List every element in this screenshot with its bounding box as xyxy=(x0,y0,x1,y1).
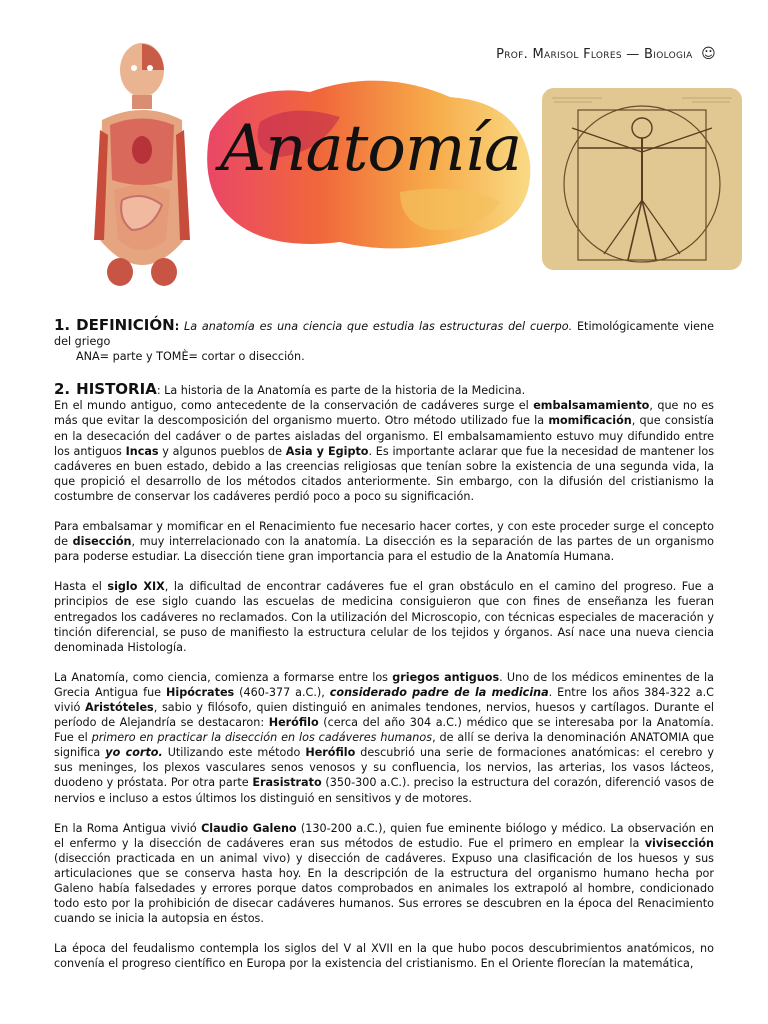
p4-bold: Hipócrates xyxy=(166,685,235,699)
definition-text: La anatomía es una ciencia que estudia las estructuras del cuerpo. xyxy=(179,320,573,333)
paragraph-diseccion xyxy=(54,519,714,564)
p4-bold: Aristóteles xyxy=(84,700,154,714)
p2-bold: disección xyxy=(72,535,132,549)
header xyxy=(0,0,768,310)
vitruvian-man-image xyxy=(542,88,742,270)
etymology-text: Etimológicamente viene del griego xyxy=(54,320,714,349)
p4-bold: Herófilo xyxy=(305,746,356,760)
p1-bold: Incas xyxy=(125,444,159,458)
p2-text: , muy interrelacionado con la anatomía. La disección es la separación de las partes de un organismo para poderse estudiar. La disección tiene gran importancia para el estudio de la Anatomía Humana. xyxy=(54,535,714,564)
p4-bold: Erasistrato xyxy=(252,776,322,790)
p4-text: , sabio y filósofo, quien distinguió en animales tendones, nervios, huesos y cartílagos. Durante el período de Alejandría se destacaron: xyxy=(54,700,714,730)
p3-text: , la dificultad de encontrar cadáveres fue el gran obstáculo en el camino del progreso. Fue a principios de ese siglo cuando las escuelas de medicina consiguieron que con fines de enseñanza les fueran entregados los cadáveres no reclamados. Con la utilización del Microscopio, con técnicas especiales de maceración y tinción diferencial, se puso de manifiesto la estructura celular de los tejidos y órganos. Así nace una nueva ciencia denominada Histología. xyxy=(54,580,714,654)
p1-text: . Es importante aclarar que fue la necesidad de mantener los cadáveres en buen estado, debido a las creencias religiosas que tenían sobre la existencia de una segunda vida, la que propició el desarrollo de los métodos citados anteriormente. Sin embargo, con la difusión del cristianismo la costumbre de conservar los cadáveres perdió poco a poco su significación. xyxy=(54,444,715,503)
p4-bold-italic: considerado padre de la medicina xyxy=(329,685,549,699)
p4-text: . Uno de los médicos eminentes de la Grecia Antigua fue xyxy=(54,670,714,699)
p4-italic: primero en practicar la disección en los cadáveres humanos xyxy=(91,731,433,745)
p1-bold: momificación xyxy=(548,414,632,428)
section-number: 2. xyxy=(54,380,71,399)
paragraph-galeno xyxy=(54,821,714,927)
section-historia xyxy=(54,382,714,504)
p1-bold: Asia y Egipto xyxy=(285,444,369,458)
etymology-line: ANA= parte y TOMÈ= cortar o disección. xyxy=(76,350,305,364)
p5-text: (130-200 a.C.), quien fue eminente biólogo y médico. La observación en el enfermo y la disección de cadáveres eran sus métodos de estudio. Fue el primero en emplear la xyxy=(54,821,714,850)
colon: : xyxy=(174,320,180,333)
document-body xyxy=(54,318,714,986)
section-title: DEFINICIÓN xyxy=(76,316,175,334)
p1-text: En el mundo antiguo, como antecedente de la conservación de cadáveres surge el xyxy=(54,399,534,413)
author-line xyxy=(496,46,716,62)
p5-bold: Claudio Galeno xyxy=(201,821,297,835)
section-title: HISTORIA xyxy=(76,380,157,399)
paragraph-siglo-xix xyxy=(54,579,714,654)
p3-text: Hasta el xyxy=(54,580,108,594)
p1-text: y algunos pueblos de xyxy=(158,444,286,458)
p4-text: (460-377 a.C.), xyxy=(234,685,330,699)
p4-text: , de allí se deriva la denominación ANATOMIA que significa xyxy=(54,731,714,760)
p3-bold: siglo XIX xyxy=(107,580,165,594)
p1-bold: embalsamamiento xyxy=(533,399,650,413)
p4-text: descubrió una serie de formaciones anatómicas: el cerebro y sus meninges, los plexos vasculares senos venosos y su confluencia, los nervios, las arterias, los vasos lácteos, duodeno y próstata. Por otra parte xyxy=(54,746,714,790)
p4-text: . Entre los años 384-322 a.C vivió xyxy=(54,685,714,714)
paragraph-feudalismo xyxy=(54,941,714,971)
anatomy-torso-illustration xyxy=(92,40,192,290)
p5-text: En la Roma Antigua vivió xyxy=(54,821,202,835)
p1-text: , que consistía en la desecación del cadáver o de partes aisladas del organismo. El embalsamamiento estuvo muy difundido entre los antiguos xyxy=(54,414,715,458)
p4-text: Utilizando este método xyxy=(162,746,306,760)
p4-bold: Herófilo xyxy=(268,716,319,730)
p4-bold: griegos antiguos xyxy=(392,670,500,684)
p4-text: La Anatomía, como ciencia, comienza a formarse entre los xyxy=(54,670,393,684)
page-title: Anatomía xyxy=(220,112,522,186)
p1-text: , que no es más que evitar la descomposición del organismo muerto. Otro método utilizado fue la xyxy=(54,399,714,428)
p4-text: (350-300 a.C.). preciso la estructura del corazón, diferenció vasos de nervios e incluso a estos últimos los distinguió en sensitivos y de motores. xyxy=(54,776,715,805)
p5-bold: vivisección xyxy=(644,836,714,850)
author-name: Prof. Marisol Flores — Biologia xyxy=(496,47,693,62)
p4-text: (cerca del año 304 a.C.) médico que se interesaba por la Anatomía. Fue el xyxy=(54,716,714,745)
section-definicion xyxy=(54,318,714,364)
history-intro: : La historia de la Anatomía es parte de la historia de la Medicina. xyxy=(156,384,526,398)
p2-text: Para embalsamar y momificar en el Renacimiento fue necesario hacer cortes, y con este proceder surge el concepto de xyxy=(54,520,714,549)
smile-icon: ☺ xyxy=(701,46,716,62)
p6-text: La época del feudalismo contempla los siglos del V al XVII en la que hubo pocos descubrimientos anatómicos, no convenía el progreso científico en Europa por la existencia del cristianismo. En el Oriente florecían la matemática, xyxy=(54,942,714,971)
paragraph-griegos xyxy=(54,670,714,806)
section-number: 1. xyxy=(54,316,71,334)
p5-text: (disección practicada en un animal vivo) y disección de cadáveres. Expuso una clasificación de los huesos y sus articulaciones que se conserva hasta hoy. En la descripción de la estructura del organismo humano hecha por Galeno había falsedades y errores porque datos comprobados en animales los extrapoló al hombre, condicionado todo esto por la prohibición de disecar cadáveres humanos. Sus errores se descubren en la época del Renacimiento cuando se inicia la autopsia en éstos. xyxy=(54,851,714,926)
p4-bold-italic: yo corto. xyxy=(105,746,163,760)
